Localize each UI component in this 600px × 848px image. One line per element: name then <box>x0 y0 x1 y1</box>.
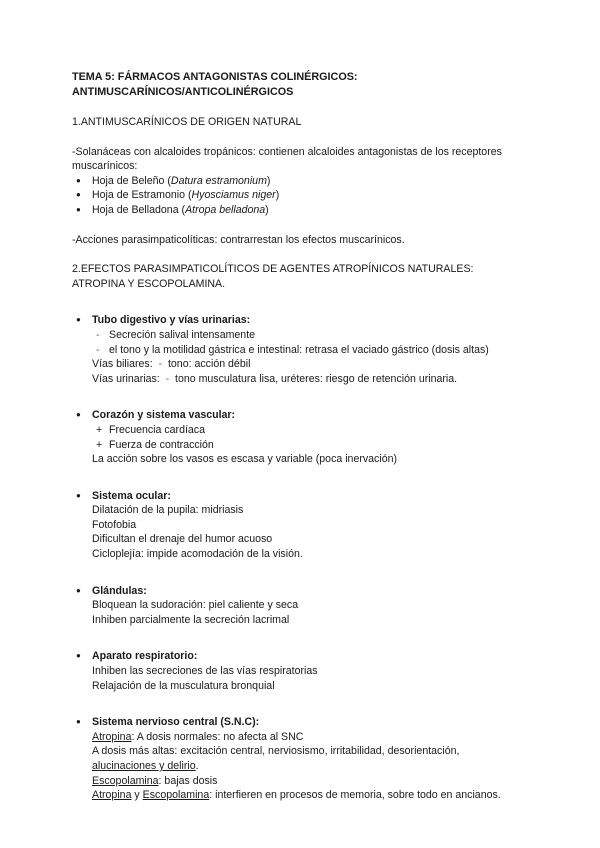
section-head: Aparato respiratorio: <box>92 650 198 663</box>
section-head: Glándulas: <box>92 584 147 597</box>
section-1-heading: 1.ANTIMUSCARÍNICOS DE ORIGEN NATURAL <box>72 116 302 128</box>
section-head: Sistema ocular: <box>92 489 171 502</box>
bullet-icon: ● <box>76 490 81 500</box>
bullet-icon: ● <box>76 410 81 420</box>
bullet-icon: ● <box>76 585 81 595</box>
plants-list <box>72 174 542 218</box>
list-item: ● Hoja de Beleño (Datura estramonium) <box>72 174 542 189</box>
title-line-1: TEMA 5: FÁRMACOS ANTAGONISTAS COLINÉRGICOS: <box>72 71 358 83</box>
solanaceas-intro: -Solanáceas con alcaloides tropánicos: contienen alcaloides antagonistas de los receptores muscarínicos: <box>72 145 502 173</box>
list-item: ● Hoja de Estramonio (Hyosciamus niger) <box>72 188 542 203</box>
section-ocular: ● Sistema ocular: Dilatación de la pupila: midriasis Fotofobia Dificultan el drenaje del humor acuoso Cicloplejía: impide acomodación de la visión. <box>72 489 542 562</box>
section-head: Sistema nervioso central (S.N.C): <box>92 716 260 729</box>
section-respiratorio: ● Aparato respiratorio: Inhiben las secreciones de las vías respiratorias Relajación de la musculatura bronquial <box>72 649 542 693</box>
title-line-2: ANTIMUSCARÍNICOS/ANTICOLINÉRGICOS <box>72 86 294 98</box>
bullet-icon: ● <box>76 315 81 325</box>
bullet-icon: ● <box>76 651 81 661</box>
section-snc: ● Sistema nervioso central (S.N.C): Atropina: A dosis normales: no afecta al SNC A dosis más altas: excitación central, nerviosismo, irritabilidad, desorientación, alucinaciones y delirio. Escopolamina: bajas dosis Atropina y Escopolamina: interfieren en procesos de memoria, sobre todo en ancianos. <box>72 715 542 803</box>
list-item: ● Hoja de Belladona (Atropa belladona) <box>72 203 542 218</box>
section-head: Corazón y sistema vascular: <box>92 409 236 422</box>
document-page <box>72 70 542 803</box>
section-glandulas: ● Glándulas: Bloquean la sudoración: piel caliente y seca Inhiben parcialmente la secreción lacrimal <box>72 584 542 628</box>
section-digestivo: ● Tubo digestivo y vías urinarias: - Secreción salival intensamente - el tono y la motilidad gástrica e intestinal: retrasa el vaciado gástrico (dosis altas) Vías biliares: - tono: acción débil Vías urinarias: - tono musculatura lisa, uréteres: riesgo de retención urinaria. <box>72 313 542 386</box>
actions-note: -Acciones parasimpaticolíticas: contrarrestan los efectos muscarínicos. <box>72 233 405 246</box>
section-corazon: ● Corazón y sistema vascular: + Frecuencia cardíaca + Fuerza de contracción La acción sobre los vasos es escasa y variable (poca inervación) <box>72 408 542 466</box>
section-2-heading: 2.EFECTOS PARASIMPATICOLÍTICOS DE AGENTES ATROPÍNICOS NATURALES: ATROPINA Y ESCOPOLAMINA. <box>72 263 474 290</box>
bullet-icon: ● <box>76 717 81 727</box>
section-head: Tubo digestivo y vías urinarias: <box>92 314 251 327</box>
document-title <box>72 70 542 100</box>
